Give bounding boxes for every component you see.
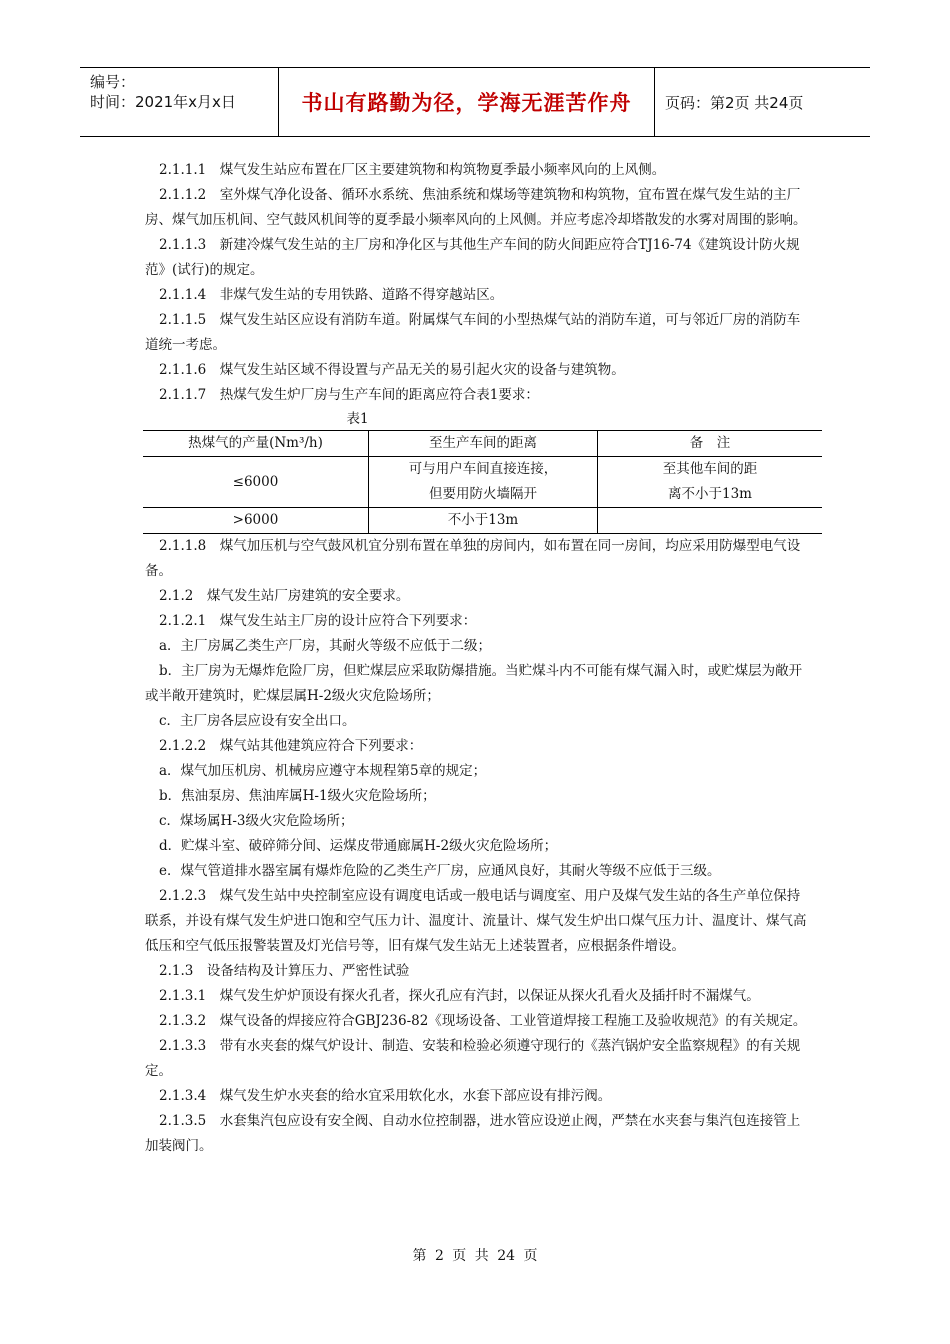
section-heading: 2.1.3 设备结构及计算压力、严密性试验 [159, 963, 410, 979]
table-header-cell: 至生产车间的距离 [369, 431, 598, 457]
table-row [143, 457, 822, 508]
list-item: a．主厂房属乙类生产厂房，其耐火等级不应低于二级； [159, 638, 492, 654]
list-item: e．煤气管道排水器室属有爆炸危险的乙类生产厂房，应通风良好，其耐火等级不应低于三级。 [159, 863, 721, 879]
table-cell-line: 离不小于13m [668, 486, 752, 502]
table-cell [598, 457, 823, 508]
page-footer: 第 2 页 共 24 页 [412, 1248, 538, 1264]
table-header-cell: 热煤气的产量(Nm³/h) [143, 431, 369, 457]
table-cell: ≤6000 [143, 457, 369, 508]
paragraph: 2.1.3.1 煤气发生炉炉顶设有探火孔者，探火孔应有汽封，以保证从探火孔看火及插扦时不漏煤气。 [159, 988, 760, 1004]
paragraph: 2.1.3.4 煤气发生炉水夹套的给水宜采用软化水，水套下部应设有排污阀。 [159, 1088, 612, 1104]
list-item: b．焦油泵房、焦油库属H-1级火灾危险场所； [159, 788, 436, 804]
list-item: b．主厂房为无爆炸危险厂房，但贮煤层应采取防爆措施。当贮煤斗内不可能有煤气漏入时，或贮煤层为敞开或半敞开建筑时，贮煤层属H-2级火灾危险场所； [145, 663, 803, 704]
table-header-cell: 备 注 [598, 431, 823, 457]
header-page-number: 页码：第2页 共24页 [665, 93, 804, 112]
paragraph: 2.1.1.2 室外煤气净化设备、循环水系统、焦油系统和煤场等建筑物和构筑物，宜布置在煤气发生站的主厂房、煤气加压机间、空气鼓风机间等的夏季最小频率风向的上风侧。并应考虑冷却塔散发的水雾对周围的影响。 [145, 187, 807, 228]
paragraph: 2.1.2.2 煤气站其他建筑应符合下列要求： [159, 738, 423, 754]
paragraph: 2.1.1.8 煤气加压机与空气鼓风机宜分别布置在单独的房间内，如布置在同一房间，均应采用防爆型电气设备。 [145, 538, 801, 579]
paragraph: 2.1.1.7 热煤气发生炉厂房与生产车间的距离应符合表1要求： [159, 387, 539, 403]
table-cell [598, 508, 823, 534]
paragraph: 2.1.1.3 新建冷煤气发生站的主厂房和净化区与其他生产车间的防火间距应符合TJ16-74《建筑设计防火规范》(试行)的规定。 [145, 237, 800, 278]
table-cell-line: 至其他车间的距 [662, 461, 758, 477]
table-cell-line: 但要用防火墙隔开 [429, 486, 537, 502]
document-body [145, 158, 810, 1159]
list-item: c．主厂房各层应设有安全出口。 [159, 713, 356, 729]
section-heading: 2.1.2 煤气发生站厂房建筑的安全要求。 [159, 588, 410, 604]
list-item: d．贮煤斗室、破碎筛分间、运煤皮带通廊属H-2级火灾危险场所； [159, 838, 558, 854]
table-header-row [143, 431, 822, 457]
list-item: c．煤场属H-3级火灾危险场所； [159, 813, 354, 829]
table-cell: >6000 [143, 508, 369, 534]
document-date: 时间：2021年x月x日 [90, 93, 236, 111]
page-header [80, 67, 870, 137]
table-row [143, 508, 822, 534]
paragraph: 2.1.1.4 非煤气发生站的专用铁路、道路不得穿越站区。 [159, 287, 504, 303]
paragraph: 2.1.2.1 煤气发生站主厂房的设计应符合下列要求： [159, 613, 477, 629]
list-item: a．煤气加压机房、机械房应遵守本规程第5章的规定； [159, 763, 487, 779]
header-meta [80, 68, 279, 136]
header-motto: 书山有路勤为径，学海无涯苦作舟 [279, 68, 655, 136]
paragraph: 2.1.1.6 煤气发生站区域不得设置与产品无关的易引起火灾的设备与建筑物。 [159, 362, 625, 378]
table-cell: 不小于13m [369, 508, 598, 534]
paragraph: 2.1.1.5 煤气发生站区应设有消防车道。附属煤气车间的小型热煤气站的消防车道，可与邻近厂房的消防车道统一考虑。 [145, 312, 801, 353]
paragraph: 2.1.1.1 煤气发生站应布置在厂区主要建筑物和构筑物夏季最小频率风向的上风侧。 [159, 162, 666, 178]
paragraph: 2.1.3.3 带有水夹套的煤气炉设计、制造、安装和检验必须遵守现行的《蒸汽锅炉安全监察规程》的有关规定。 [145, 1038, 801, 1079]
table-caption: 表1 [346, 411, 369, 427]
distance-table [143, 430, 822, 534]
table-cell [369, 457, 598, 508]
table-cell-line: 可与用户车间直接连接， [408, 461, 558, 477]
paragraph: 2.1.2.3 煤气发生站中央控制室应设有调度电话或一般电话与调度室、用户及煤气发生站的各生产单位保持联系，并设有煤气发生炉进口饱和空气压力计、温度计、流量计、煤气发生炉出口煤气压力计、温度计、煤气高低压和空气低压报警装置及灯光信号等，旧有煤气发生站无上述装置者，应根据条件增设。 [145, 888, 807, 954]
document-code: 编号： [90, 73, 136, 91]
paragraph: 2.1.3.2 煤气设备的焊接应符合GBJ236-82《现场设备、工业管道焊接工程施工及验收规范》的有关规定。 [159, 1013, 807, 1029]
table-wrapper [143, 430, 810, 534]
paragraph: 2.1.3.5 水套集汽包应设有安全阀、自动水位控制器，进水管应设逆止阀，严禁在水夹套与集汽包连接管上加装阀门。 [145, 1113, 801, 1154]
